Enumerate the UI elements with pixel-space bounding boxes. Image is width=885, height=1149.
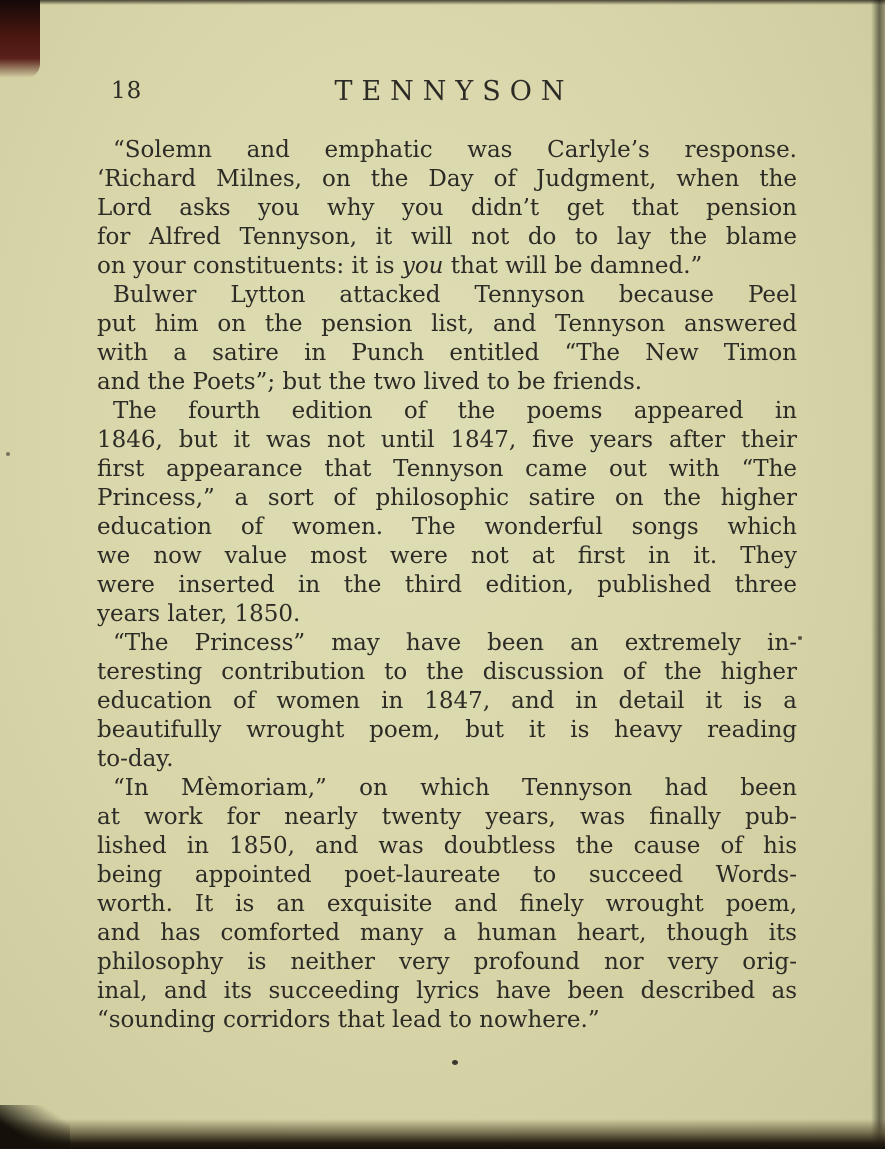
- text-line: for Alfred Tennyson, it will not do to lay the blame: [97, 224, 797, 250]
- text-line: to-day.: [97, 746, 174, 772]
- text-line: being appointed poet-laureate to succeed Words-: [97, 862, 797, 888]
- text-line: were inserted in the third edition, published three: [97, 572, 797, 598]
- text-line: 1846, but it was not until 1847, five years after their: [97, 427, 797, 453]
- text-line: Princess,” a sort of philosophic satire on the higher: [97, 485, 797, 511]
- text-line: and the Poets”; but the two lived to be friends.: [97, 369, 643, 395]
- text-line: “The Princess” may have been an extremely in-: [113, 630, 797, 656]
- text-line: on your constituents: it is you that will be damned.”: [97, 253, 703, 279]
- ink-speck: [798, 636, 802, 640]
- text-line: philosophy is neither very profound nor very orig-: [97, 949, 797, 975]
- text-line: education of women. The wonderful songs which: [97, 514, 797, 540]
- page-text: [97, 136, 797, 1035]
- ink-speck: [6, 452, 10, 456]
- text-line: ‘Richard Milnes, on the Day of Judgment, when the: [97, 166, 797, 192]
- text-line: worth. It is an exquisite and finely wrought poem,: [97, 891, 797, 917]
- paragraph: [97, 136, 797, 281]
- scan-artifact-right-edge: [871, 0, 885, 1149]
- scan-artifact-bottom-left-corner: [0, 1105, 70, 1149]
- paragraph: [97, 774, 797, 1035]
- text-line: “In Mèmoriam,” on which Tennyson had been: [113, 775, 797, 801]
- scan-artifact-top-edge: [0, 0, 885, 5]
- paragraph: [97, 281, 797, 397]
- text-line: lished in 1850, and was doubtless the cause of his: [97, 833, 797, 859]
- page-header: [97, 76, 797, 108]
- ink-speck: [452, 1060, 458, 1065]
- text-line: with a satire in Punch entitled “The New Timon: [97, 340, 797, 366]
- text-line: Bulwer Lytton attacked Tennyson because Peel: [113, 282, 797, 308]
- text-line: years later, 1850.: [97, 601, 301, 627]
- text-line: “sounding corridors that lead to nowhere.”: [97, 1007, 600, 1033]
- running-title: TENNYSON: [334, 76, 574, 107]
- text-line: and has comforted many a human heart, though its: [97, 920, 797, 946]
- text-line: we now value most were not at first in it. They: [97, 543, 797, 569]
- text-line: teresting contribution to the discussion of the higher: [97, 659, 797, 685]
- text-line: “Solemn and emphatic was Carlyle’s response.: [113, 137, 797, 163]
- text-line: put him on the pension list, and Tennyson answered: [97, 311, 797, 337]
- text-line: inal, and its succeeding lyrics have been described as: [97, 978, 797, 1004]
- text-line: education of women in 1847, and in detail it is a: [97, 688, 797, 714]
- paragraph: [97, 629, 797, 774]
- text-line: first appearance that Tennyson came out with “The: [97, 456, 797, 482]
- text-line: Lord asks you why you didn’t get that pension: [97, 195, 797, 221]
- text-line: beautifully wrought poem, but it is heavy reading: [97, 717, 797, 743]
- text-line: The fourth edition of the poems appeared in: [113, 398, 797, 424]
- page-content: [97, 76, 797, 1035]
- page-number: 18: [111, 78, 143, 104]
- scan-artifact-top-left-corner: [0, 0, 40, 78]
- scan-artifact-bottom-edge: [0, 1119, 885, 1149]
- paragraph: [97, 397, 797, 629]
- text-line: at work for nearly twenty years, was finally pub-: [97, 804, 797, 830]
